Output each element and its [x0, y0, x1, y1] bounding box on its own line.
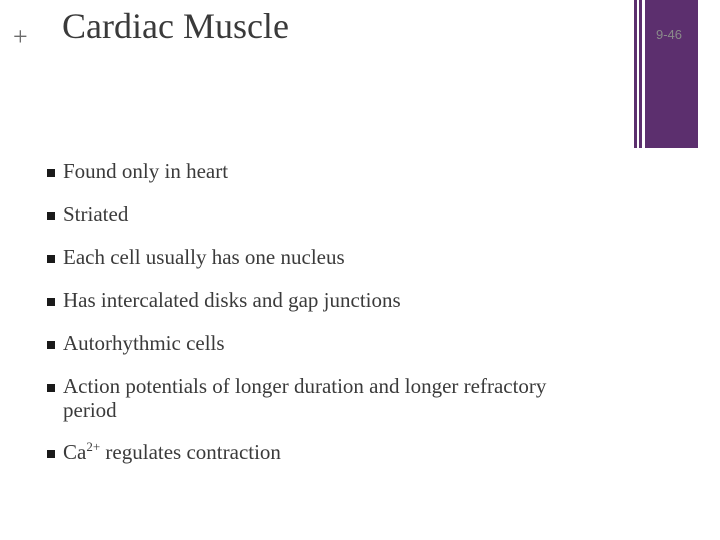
bullet-item — [47, 331, 225, 355]
bullet-text — [63, 440, 281, 464]
bullet-marker-icon — [47, 341, 55, 349]
bullet-marker-icon — [47, 169, 55, 177]
bullet-marker-icon — [47, 450, 55, 458]
bullet-marker-icon — [47, 384, 55, 392]
bullet-text-rest: regulates contraction — [100, 440, 281, 464]
bullet-item — [47, 245, 345, 269]
bullet-text-line: period — [63, 398, 117, 422]
plus-mark: + — [13, 22, 28, 51]
accent-block — [645, 0, 698, 148]
bullet-item — [47, 159, 228, 183]
bullet-marker-icon — [47, 212, 55, 220]
bullet-item — [47, 374, 546, 422]
bullet-item — [47, 440, 281, 464]
bullet-text: Striated — [63, 202, 129, 226]
charge-superscript: 2+ — [86, 439, 101, 454]
bullet-item — [47, 202, 128, 226]
bullet-text — [63, 374, 546, 422]
bullet-text: Each cell usually has one nucleus — [63, 245, 345, 269]
bullet-item — [47, 288, 401, 312]
bullet-text-line: Action potentials of longer duration and longer refractory — [63, 374, 547, 398]
slide-title: Cardiac Muscle — [62, 6, 289, 46]
slide-number: 9-46 — [656, 27, 683, 42]
accent-bar-thin — [639, 0, 642, 148]
accent-bar-thin — [634, 0, 637, 148]
bullet-marker-icon — [47, 255, 55, 263]
bullet-marker-icon — [47, 298, 55, 306]
calcium-symbol: Ca — [63, 440, 87, 464]
bullet-text: Has intercalated disks and gap junctions — [63, 288, 401, 312]
bullet-text: Found only in heart — [63, 159, 229, 183]
bullet-text: Autorhythmic cells — [63, 331, 225, 355]
